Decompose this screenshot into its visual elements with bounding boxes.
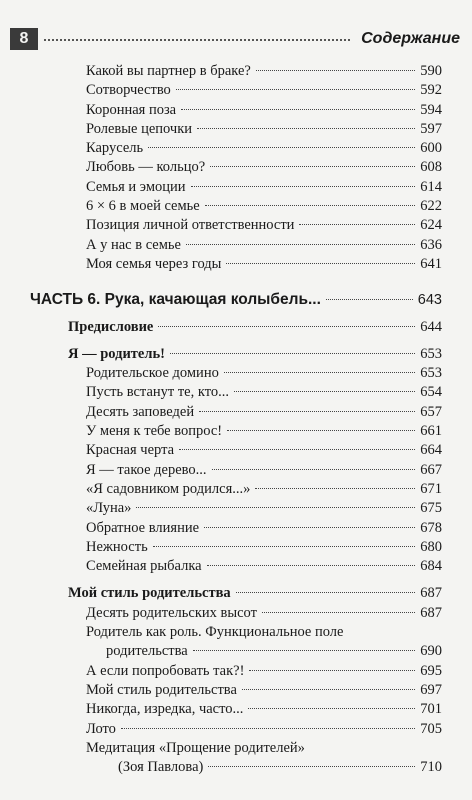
toc-entry-title: Сотворчество <box>86 82 171 99</box>
dot-leader <box>205 205 416 206</box>
toc-page: 614 <box>420 178 442 195</box>
toc-group-part5-end <box>0 62 472 274</box>
toc-entry[interactable] <box>0 62 472 81</box>
toc-entry-title: А если попробовать так?! <box>86 662 245 679</box>
toc-entry-title: Родительское домино <box>86 365 219 382</box>
toc-group-style <box>0 604 472 778</box>
dot-leader <box>262 612 415 613</box>
toc-page: 641 <box>420 255 442 272</box>
dot-leader <box>208 766 415 767</box>
toc-entry[interactable] <box>0 383 472 402</box>
toc-page: 590 <box>420 63 442 79</box>
toc-entry-title: Обратное влияние <box>86 519 200 536</box>
toc-entry-title-cont: (Зоя Павлова) <box>118 759 204 776</box>
toc-page: 600 <box>420 140 442 157</box>
toc-foreword[interactable] <box>0 318 472 337</box>
toc-group-parent <box>0 364 472 576</box>
dot-leader <box>226 263 415 264</box>
toc-entry[interactable] <box>0 739 472 758</box>
dot-leader <box>207 565 416 566</box>
toc-entry[interactable] <box>0 499 472 518</box>
toc-entry-title: Семейная рыбалка <box>86 558 202 575</box>
toc-entry-title: Красная черта <box>86 442 175 459</box>
toc-page: 657 <box>420 403 442 420</box>
toc-entry-title: Семья и эмоции <box>86 178 186 195</box>
toc-page: 643 <box>417 292 442 309</box>
toc-page: 654 <box>420 384 442 401</box>
dot-leader <box>179 449 415 450</box>
dot-leader <box>326 299 413 300</box>
toc-entry[interactable] <box>0 101 472 120</box>
dot-leader <box>210 166 415 167</box>
toc-page: 705 <box>420 720 442 737</box>
toc-entry-title: У меня к тебе вопрос! <box>86 423 223 440</box>
dot-leader <box>224 372 415 373</box>
toc-section-title: Я — родитель! <box>68 345 165 362</box>
toc-entry[interactable] <box>0 422 472 441</box>
toc-entry-title: Родитель как роль. Функциональное поле <box>86 624 344 641</box>
toc-page: 671 <box>420 480 442 497</box>
dot-leader <box>158 326 415 327</box>
dot-leader <box>234 391 415 392</box>
toc-entry-title: Коронная поза <box>86 101 177 118</box>
toc-entry[interactable] <box>0 519 472 538</box>
dot-leader <box>153 546 416 547</box>
dot-leader <box>227 430 415 431</box>
toc-entry[interactable] <box>0 236 472 255</box>
toc-entry-title: Медитация «Прощение родителей» <box>86 739 305 756</box>
dot-leader <box>193 650 416 651</box>
toc-entry[interactable] <box>0 120 472 139</box>
toc-entry[interactable] <box>0 480 472 499</box>
toc-page: 690 <box>420 643 442 660</box>
toc-entry[interactable] <box>0 178 472 197</box>
dot-leader <box>299 224 415 225</box>
toc-page: 636 <box>420 236 442 253</box>
dot-leader <box>236 592 416 593</box>
toc-page: 710 <box>420 759 442 776</box>
toc-entry-title: Пусть встанут те, кто... <box>86 384 229 401</box>
dot-leader <box>121 728 415 729</box>
toc-page: 701 <box>420 701 442 718</box>
toc-entry-title: Ролевые цепочки <box>86 120 193 137</box>
toc-entry-title: Мой стиль родительства <box>86 681 237 698</box>
toc-page: 675 <box>420 500 442 517</box>
toc-page: 687 <box>420 604 442 621</box>
dot-leader <box>248 708 415 709</box>
toc-entry-title: Лото <box>86 720 116 737</box>
toc-page: 653 <box>420 365 442 382</box>
toc-entry-title: Десять заповедей <box>86 403 195 420</box>
dot-leader <box>255 488 415 489</box>
toc-entry[interactable] <box>0 461 472 480</box>
toc-page: 644 <box>420 318 442 335</box>
toc-entry[interactable] <box>0 604 472 623</box>
toc-entry-title: Я — такое дерево... <box>86 461 207 478</box>
table-of-contents <box>0 62 472 777</box>
toc-section-parent[interactable] <box>0 345 472 364</box>
toc-page: 594 <box>420 101 442 118</box>
toc-entry[interactable] <box>0 81 472 100</box>
toc-entry-title: «Луна» <box>86 500 132 517</box>
page-header <box>0 0 472 52</box>
toc-entry-continuation[interactable] <box>0 758 472 777</box>
toc-page: 687 <box>420 585 442 602</box>
toc-entry-title: Карусель <box>86 140 144 157</box>
toc-entry-title: Любовь — кольцо? <box>86 159 206 176</box>
toc-page: 624 <box>420 217 442 234</box>
dot-leader <box>148 147 415 148</box>
toc-entry-title: 6 × 6 в моей семье <box>86 198 200 215</box>
toc-entry-title: А у нас в семье <box>86 236 181 253</box>
toc-entry[interactable] <box>0 403 472 422</box>
toc-page: 680 <box>420 538 442 555</box>
dot-leader <box>249 670 415 671</box>
toc-entry-title: Позиция личной ответственности <box>86 217 295 234</box>
dot-leader <box>136 507 415 508</box>
dot-leader <box>256 70 415 71</box>
toc-entry[interactable] <box>0 197 472 216</box>
toc-page: 622 <box>420 198 442 215</box>
toc-section-style[interactable] <box>0 584 472 603</box>
dot-leader <box>204 527 415 528</box>
toc-page: 695 <box>420 662 442 679</box>
toc-entry[interactable] <box>0 139 472 158</box>
dot-leader <box>212 469 416 470</box>
toc-entry-title: Какой вы партнер в браке? <box>86 63 251 79</box>
toc-entry[interactable] <box>0 681 472 700</box>
toc-entry-title: Никогда, изредка, часто... <box>86 701 244 718</box>
toc-page: 597 <box>420 120 442 137</box>
toc-entry-title-cont: родительства <box>106 643 188 660</box>
toc-entry[interactable] <box>0 216 472 235</box>
toc-entry[interactable] <box>0 158 472 177</box>
toc-entry-title: Нежность <box>86 538 148 555</box>
toc-entry-title: «Я садовником родился...» <box>86 480 251 497</box>
toc-entry[interactable] <box>0 700 472 719</box>
toc-entry-title: Десять родительских высот <box>86 604 257 621</box>
toc-part-title: ЧАСТЬ 6. Рука, качающая колыбель... <box>30 291 321 309</box>
toc-part-6[interactable] <box>0 290 472 309</box>
dot-leader <box>191 186 416 187</box>
toc-page: 608 <box>420 159 442 176</box>
dot-leader <box>186 244 415 245</box>
toc-entry[interactable] <box>0 623 472 642</box>
toc-entry[interactable] <box>0 364 472 383</box>
toc-entry[interactable] <box>0 441 472 460</box>
toc-entry[interactable] <box>0 720 472 739</box>
toc-section-title: Предисловие <box>68 318 154 335</box>
toc-entry[interactable] <box>0 538 472 557</box>
toc-page: 684 <box>420 558 442 575</box>
dot-leader <box>199 411 415 412</box>
toc-section-title: Мой стиль родительства <box>68 585 231 602</box>
toc-page: 664 <box>420 442 442 459</box>
dot-leader <box>170 353 415 354</box>
page-number: 8 <box>10 28 38 50</box>
toc-entry[interactable] <box>0 557 472 576</box>
dot-leader <box>181 109 415 110</box>
running-title: Содержание <box>361 30 460 47</box>
toc-page: 678 <box>420 519 442 536</box>
toc-page: 661 <box>420 423 442 440</box>
toc-page: 697 <box>420 681 442 698</box>
toc-entry-title: Моя семья через годы <box>86 255 222 272</box>
dot-leader <box>242 689 415 690</box>
header-dotted-rule <box>44 39 350 41</box>
toc-page: 592 <box>420 82 442 99</box>
toc-page: 653 <box>420 345 442 362</box>
toc-page: 667 <box>420 461 442 478</box>
dot-leader <box>197 128 415 129</box>
toc-entry-continuation[interactable] <box>0 642 472 661</box>
toc-entry[interactable] <box>0 662 472 681</box>
dot-leader <box>176 89 415 90</box>
toc-entry[interactable] <box>0 255 472 274</box>
